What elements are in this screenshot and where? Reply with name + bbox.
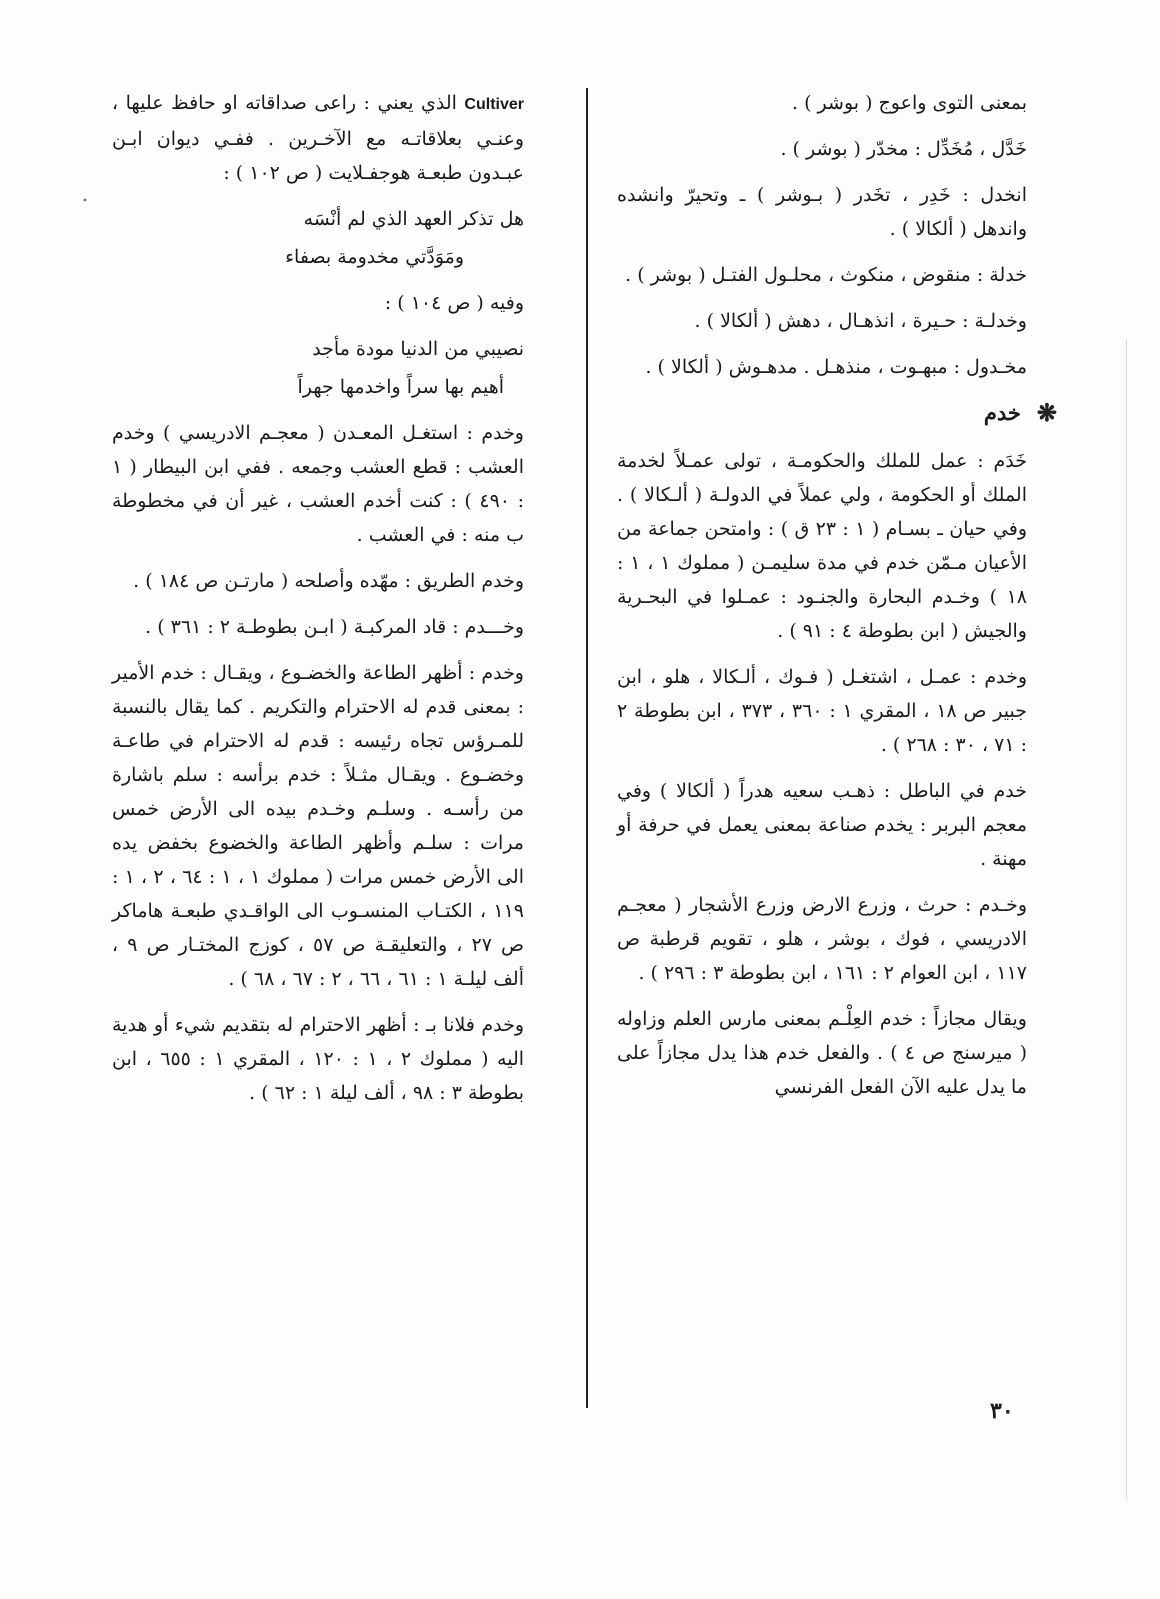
verse-line: أهيم بها سراً واخدمها جهراً	[297, 376, 504, 398]
page-number: ٣٠	[990, 1398, 1014, 1424]
paragraph: وخدم الطريق : مهّده وأصلحه ( مارتـن ص ١٨٤ ) .	[133, 570, 524, 592]
paragraph: وخدم فلانا بـ : أظهر الاحترام له بتقديم شيء أو هدية اليه ( مملوك ٢ ، ١ : ١٢٠ ، المقري ١ : ٦٥٥ ، ابن بطوطة ٣ : ٩٨ ، ألف ليلة ١ : ٦٢ ) .	[112, 1014, 525, 1104]
paragraph	[112, 86, 524, 190]
verse-line: نصيبي من الدنيا مودة مأجد	[312, 338, 524, 360]
paragraph-text: الذي يعني : راعى صداقاته او حافظ عليها ، وعنـي بعلاقاتـه مع الآخـرين . ففـي ديوان ابـن عبـدون طبعـة هوجفـلايت ( ص ١٠٢ ) :	[112, 92, 524, 184]
entry-heading	[617, 396, 1057, 430]
column-divider	[586, 88, 588, 1408]
scan-speck: •	[82, 196, 88, 207]
paragraph: وخدلـة : حـيرة ، انذهـال ، دهش ( ألكالا ) .	[694, 310, 1027, 332]
paragraph: بمعنى التوى واعوج ( بوشر ) .	[792, 92, 1027, 114]
paragraph: مخـدول : مبهـوت ، منذهـل . مدهـوش ( ألكالا ) .	[645, 356, 1027, 378]
entry-heading-text: خدم	[983, 400, 1021, 425]
paragraph: انخدل : خَدِر ، تخَدر ( بـوشر ) ـ وتحيرّ وانشده واندهل ( ألكالا ) .	[617, 184, 1027, 240]
paragraph: خدم في الباطل : ذهـب سعيه هدراً ( ألكالا ) وفي معجم البربر : يخدم صناعة بمعنى يعمل في حرفة أو مهنة .	[617, 780, 1027, 870]
paragraph: وخدم : عمـل ، اشتغـل ( فـوك ، ألـكالا ، هلو ، ابن جبير ص ١٨ ، المقري ١ : ٣٦٠ ، ٣٧٣ ، ابن بطوطة ٢ : ٧١ ، ٣٠ : ٢٦٨ ) .	[617, 666, 1027, 756]
left-column	[112, 86, 524, 1122]
verse-line: هل تذكر العهد الذي لم أنْسَه	[303, 208, 524, 230]
paragraph: وخدم : استغـل المعـدن ( معجـم الادريسي ) وخدم العشب : قطع العشب وجمعه . ففي ابن البيطار ( ١ : ٤٩٠ ) : كنت أخدم العشب ، غير أن في مخطوطة ب منه : في العشب .	[112, 422, 524, 546]
paragraph: خدلة : منقوض ، منكوث ، محلـول الفتـل ( بوشر ) .	[625, 264, 1027, 286]
paragraph: وخـدم : حرث ، وزرع الارض وزرع الأشجار ( معجـم الادريسي ، فوك ، بوشر ، هلو ، تقويم قرطبة ص ١١٧ ، ابن العوام ٢ : ١٦١ ، ابن بطوطة ٣ : ٢٩٦ ) .	[617, 894, 1027, 984]
paragraph: وخدم : أظهر الطاعة والخضـوع ، ويقـال : خدم الأمير : بمعنى قدم له الاحترام والتكريم . كما يقال بالنسبة للمـرؤس تجاه رئيسه : قدم له الاحترام في طاعـة وخضـوع . ويقـال مثـلاً : خدم برأسه : سلم باشارة من رأسـه . وسلـم وخـدم بيده الى الأرض خمس مرات : سلـم وأظهر الطاعة والخضوع بخفض يده الى الأرض خمس مرات ( مملوك ١ ، ١ : ٦٤ ، ٢ ، ١ : ١١٩ ، الكتـاب المنسـوب الى الواقـدي طبعـة هاماكر ص ٢٧ ، والتعليقـة ص ٥٧ ، كوزج المختـار ص ٩ ، ألف ليلـة ١ : ٦١ ، ٦٦ ، ٢ : ٦٧ ، ٦٨ ) .	[112, 662, 525, 990]
verse-line: ومَوَدَّتي مخدومة بصفاء	[285, 246, 464, 268]
latin-word: Cultiver	[464, 96, 524, 113]
paragraph: وخـــدم : قاد المركبـة ( ابـن بطوطـة ٢ : ٣٦١ ) .	[145, 616, 524, 638]
paragraph: ويقال مجازاً : خدم العِلْـم بمعنى مارس العلم وزاوله ( ميرسنج ص ٤ ) . والفعل خدم هذا يدل مجازاً على ما يدل عليه الآن الفعل الفرنسي	[617, 1008, 1027, 1098]
entry-marker-icon: ❋	[1036, 398, 1057, 427]
scan-edge-line	[1126, 340, 1128, 1500]
right-column	[617, 86, 1057, 1116]
paragraph: خَدَّل ، مُخَدِّل : مخدّر ( بوشر ) .	[780, 138, 1027, 160]
paragraph: وفيه ( ص ١٠٤ ) :	[384, 292, 524, 314]
paragraph: خَدَم : عمل للملك والحكومـة ، تولى عمـلاً لخدمة الملك أو الحكومة ، ولي عملاً في الدولـة ( ألـكالا ) . وفي حيان ـ بسـام ( ١ : ٢٣ ق ) : وامتحن جماعة من الأعيان مـمّن خدم في مدة سليمـن ( مملوك ١ ، ١ : ١٨ ) وخـدم البحارة والجنـود : عمـلوا في البحـرية والجيش ( ابن بطوطة ٤ : ٩١ ) .	[617, 450, 1027, 642]
